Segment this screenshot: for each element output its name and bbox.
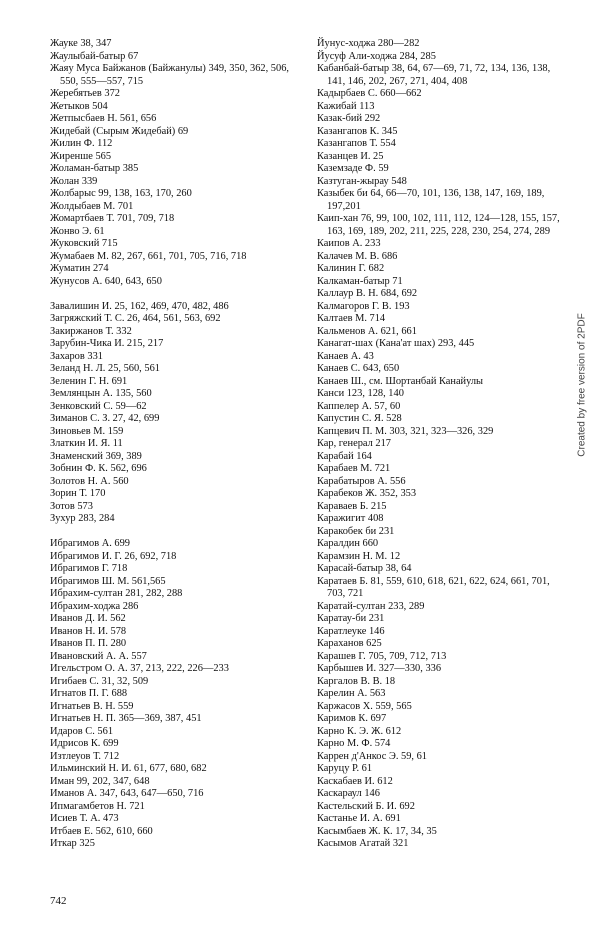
index-entry: Зиновьев М. 159 [50,425,124,437]
index-entry: Каралдин 660 [317,538,379,549]
index-entry: Карасай-батыр 38, 64 [317,563,412,574]
index-entry: Землянцын А. 135, 560 [50,388,152,399]
index-entry: Караханов 625 [317,638,382,649]
index-entry: Канаев А. 43 [317,350,374,362]
index-entry: Игельстром О. А. 37, 213, 222, 226—233 [50,663,229,674]
index-entry: Каземзаде Ф. 59 [317,163,389,174]
page-number: 742 [50,895,67,907]
index-entry: Каримов К. 697 [317,713,387,724]
index-entry: Идаров С. 561 [50,725,114,737]
index-entry: Каратай-султан 233, 289 [317,600,425,612]
index-entry: Жаулыбай-батыр 67 [50,50,139,62]
index-entry: Идрисов К. 699 [50,738,119,749]
index-entry: Каратлеуке 146 [317,625,385,637]
index-entry: Игнатьев В. Н. 559 [50,700,134,712]
index-entry: Каппелер А. 57, 60 [317,400,401,412]
index-entry: Жумабаев М. 82, 267, 661, 701, 705, 716, 718 [50,250,247,262]
index-entry: Итбаев Е. 562, 610, 660 [50,825,153,837]
index-entry: Карашев Г. 705, 709, 712, 713 [317,650,447,662]
index-entry: Ибрагимов Ш. М. 561,565 [50,575,166,587]
index-entry: Жилин Ф. 112 [50,138,113,149]
index-entry: Ибрагимов А. 699 [50,538,130,549]
index-entry: Кабанбай-батыр 38, 64, 67—69, 71, 72, 134, 136, 138, 141, 146, 202, 267, 271, 404, 408 [317,63,551,87]
index-entry: Закиржанов Т. 332 [50,325,132,337]
index-entry: Карно М. Ф. 574 [317,738,391,749]
index-entry: Иванов П. П. 280 [50,638,127,649]
index-entry: Изтлеуов Т. 712 [50,750,120,762]
index-entry: Ильминский Н. И. 61, 677, 680, 682 [50,763,207,774]
index-entry: Калмагоров Г. В. 193 [317,300,410,312]
index-entry: Жомартбаев Т. 701, 709, 718 [50,213,175,224]
index-entry: Захаров 331 [50,350,103,362]
index-entry: Кажибай 113 [317,100,375,112]
index-entry: Кастанье И. А. 691 [317,813,401,824]
index-entry: Иткар 325 [50,838,95,849]
index-entry: Игнатов П. Г. 688 [50,688,128,699]
index-column-right [317,38,565,851]
index-entry: Каскараул 146 [317,788,380,799]
index-entry: Ипмагамбетов Н. 721 [50,800,145,812]
index-entry: Ибрагимов Г. 718 [50,563,128,574]
index-entry: Жолдыбаев М. 701 [50,200,134,212]
index-entry: Зарубин-Чика И. 215, 217 [50,338,164,349]
index-entry: Каратау-би 231 [317,613,385,624]
index-entry: Зиманов С. З. 27, 42, 699 [50,413,160,424]
index-entry: Карелин А. 563 [317,688,386,699]
index-entry: Каракобек би 231 [317,525,395,537]
index-entry: Зорин Т. 170 [50,488,106,499]
index-entry: Каскабаев И. 612 [317,775,393,787]
index-entry: Карабатыров А. 556 [317,475,406,487]
index-entry: Каруцу Р. 61 [317,763,373,774]
index-entry: Знаменский 369, 389 [50,450,142,462]
watermark-note: Created by free version of 2PDF [576,313,588,457]
index-entry: Калкаман-батыр 71 [317,275,403,287]
index-entry: Жонво Э. 61 [50,225,105,237]
index-entry: Завалишин И. 25, 162, 469, 470, 482, 486 [50,300,229,312]
index-entry: Канаев С. 643, 650 [317,363,400,374]
index-entry: Жолбарыс 99, 138, 163, 170, 260 [50,188,192,199]
index-entry: Жаяу Муса Байжанов (Байжанулы) 349, 350, 362, 506, 550, 555—557, 715 [50,63,289,87]
index-entry: Кадырбаев С. 660—662 [317,88,422,99]
index-entry: Капустин С. Я. 528 [317,413,402,424]
index-column-left [50,38,300,851]
index-entry: Карабеков Ж. 352, 353 [317,488,417,499]
index-entry: Казак-бий 292 [317,113,381,124]
index-entry: Касымбаев Ж. К. 17, 34, 35 [317,825,437,837]
index-entry: Жолан 339 [50,175,98,187]
section-gap [50,288,300,301]
index-entry: Каратаев Б. 81, 559, 610, 618, 621, 622, 624, 661, 701, 703, 721 [317,575,550,599]
index-entry: Кастельский Б. И. 692 [317,800,415,812]
index-entry: Зеланд Н. Л. 25, 560, 561 [50,363,160,374]
index-entry: Казангапов Т. 554 [317,138,396,149]
index-entry: Жидебай (Сырым Жидебай) 69 [50,125,189,137]
index-entry: Канагат-шах (Кана'ат шах) 293, 445 [317,338,475,349]
index-entry: Йунус-ходжа 280—282 [317,38,420,49]
index-entry: Иванов Н. И. 578 [50,625,127,637]
index-entry: Каипов А. 233 [317,238,381,249]
index-entry: Ибрахим-султан 281, 282, 288 [50,588,183,599]
index-entry: Золотов Н. А. 560 [50,475,129,487]
index-entry: Иманов А. 347, 643, 647—650, 716 [50,788,204,799]
index-entry: Жунусов А. 640, 643, 650 [50,275,162,287]
index-entry: Карамзин Н. М. 12 [317,550,401,562]
index-entry: Жуковский 715 [50,238,118,249]
index-entry: Кар, генерал 217 [317,438,391,449]
index-entry: Канси 123, 128, 140 [317,388,404,399]
index-entry: Жетыков 504 [50,100,108,112]
index-entry: Каражигит 408 [317,513,384,524]
index-entry: Карабаев М. 721 [317,463,391,474]
index-entry: Жауке 38, 347 [50,38,112,49]
index-entry: Каргалов В. В. 18 [317,675,396,687]
index-entry: Карбышев И. 327—330, 336 [317,663,442,674]
index-entry: Зотов 573 [50,500,93,512]
index-entry: Канаев Ш., см. Шортанбай Канайулы [317,375,484,387]
index-entry: Карабай 164 [317,450,372,462]
index-entry: Иман 99, 202, 347, 648 [50,775,150,787]
index-entry: Касымов Агатай 321 [317,838,409,849]
index-entry: Калачев М. В. 686 [317,250,398,262]
index-entry: Игибаев С. 31, 32, 509 [50,675,149,687]
index-entry: Жуматин 274 [50,263,109,274]
index-entry: Каип-хан 76, 99, 100, 102, 111, 112, 124—128, 155, 157, 163, 169, 189, 202, 211, 225, 228, 230, 254, 274, 289 [317,213,560,237]
index-entry: Загряжский Т. С. 26, 464, 561, 563, 692 [50,313,221,324]
index-entry: Игнатьев Н. П. 365—369, 387, 451 [50,713,202,724]
index-entry: Казыбек би 64, 66—70, 101, 136, 138, 147, 169, 189, 197,201 [317,188,545,212]
index-entry: Йусуф Али-ходжа 284, 285 [317,50,436,62]
index-entry: Зенковский С. 59—62 [50,400,147,412]
index-entry: Ивановский А. А. 557 [50,650,147,662]
index-entry: Кальменов А. 621, 661 [317,325,417,337]
index-entry: Исиев Т. А. 473 [50,813,119,824]
index-entry: Жиренше 565 [50,150,112,162]
index-entry: Каржасов Х. 559, 565 [317,700,412,712]
index-entry: Ибрагимов И. Г. 26, 692, 718 [50,550,177,562]
index-entry: Капцевич П. М. 303, 321, 323—326, 329 [317,425,494,437]
index-entry: Карно К. Э. Ж. 612 [317,725,402,737]
index-entry: Каллаур В. Н. 684, 692 [317,288,418,299]
index-entry: Караваев Б. 215 [317,500,387,512]
index-entry: Калтаев М. 714 [317,313,386,324]
index-entry: Иванов Д. И. 562 [50,613,126,624]
index-entry: Зеленин Г. Н. 691 [50,375,128,387]
section-gap [50,526,300,539]
index-entry: Зобнин Ф. К. 562, 696 [50,463,147,474]
index-entry: Казангапов К. 345 [317,125,398,137]
index-entry: Златкин И. Я. 11 [50,438,123,449]
index-entry: Казтуган-жырау 548 [317,175,407,187]
index-entry: Казанцев И. 25 [317,150,384,162]
index-entry: Каррен д'Анкос Э. 59, 61 [317,750,428,762]
index-entry: Жоламан-батыр 385 [50,163,139,174]
index-entry: Калинин Г. 682 [317,263,385,274]
index-entry: Зухур 283, 284 [50,513,115,524]
index-entry: Жеребятьев 372 [50,88,120,99]
index-entry: Жетпысбаев Н. 561, 656 [50,113,157,124]
index-entry: Ибрахим-ходжа 286 [50,600,139,612]
